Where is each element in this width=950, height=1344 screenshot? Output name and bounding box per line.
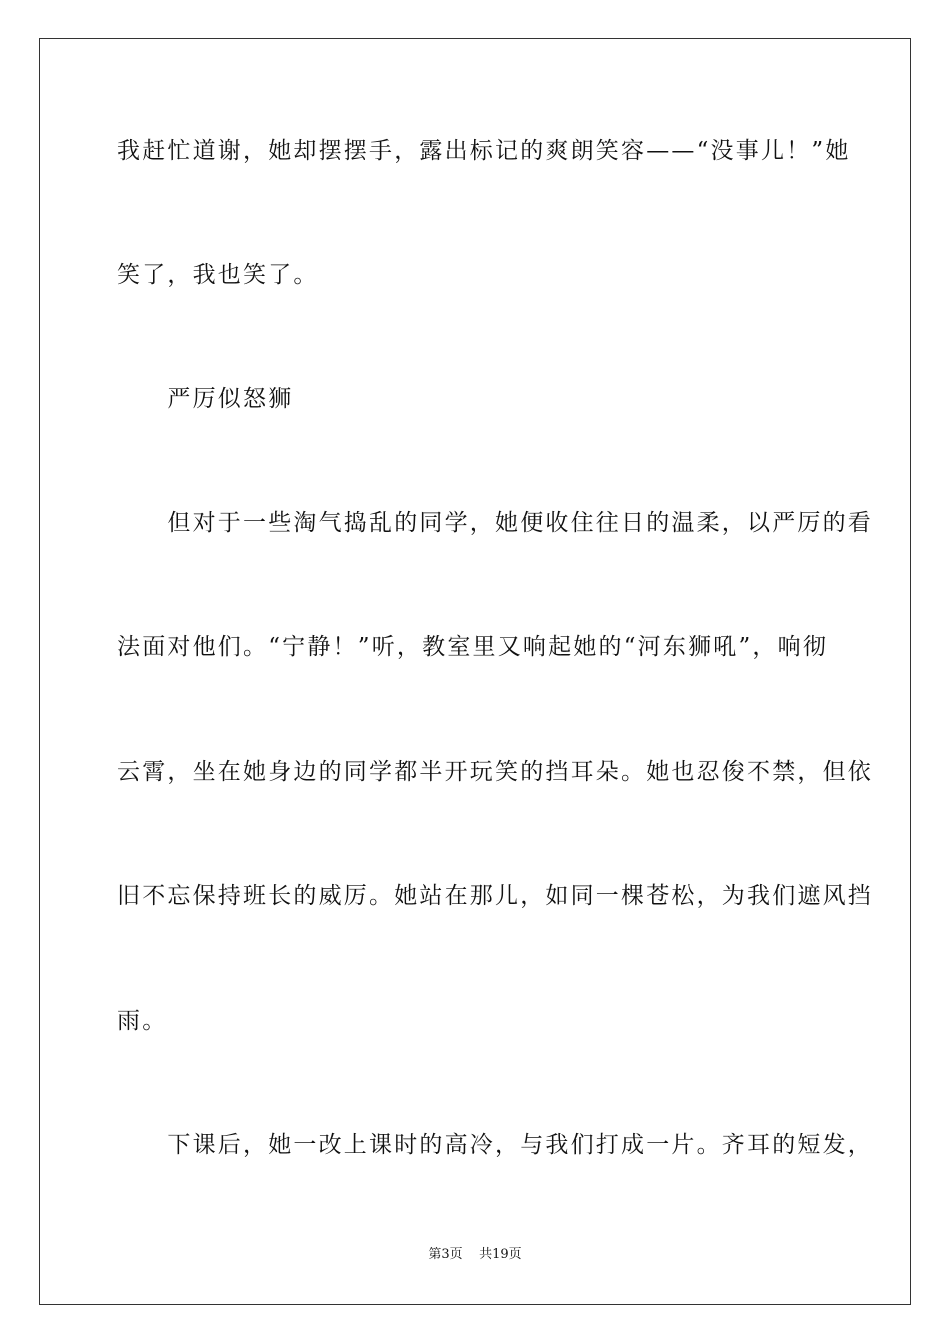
page-number: 第3页 (428, 1247, 463, 1262)
text-line: 我赶忙道谢，她却摆摆手，露出标记的爽朗笑容——“没事儿！”她 (117, 138, 851, 164)
text-line: 法面对他们。“宁静！”听，教室里又响起她的“河东狮吼”，响彻 (117, 634, 829, 660)
text-line: 云霄，坐在她身边的同学都半开玩笑的挡耳朵。她也忍俊不禁，但依 (117, 759, 873, 785)
page-total: 共19页 (479, 1247, 522, 1262)
text-line: 笑了，我也笑了。 (117, 262, 319, 288)
text-line: 但对于一些淘气捣乱的同学，她便收住往日的温柔，以严厉的看 (117, 510, 873, 536)
text-line: 下课后，她一改上课时的高冷，与我们打成一片。齐耳的短发， (117, 1132, 873, 1158)
text-line: 雨。 (117, 1008, 168, 1034)
page-border (39, 38, 911, 1305)
page-footer (0, 1246, 950, 1264)
section-heading: 严厉似怒狮 (117, 386, 294, 412)
text-line: 旧不忘保持班长的威厉。她站在那儿，如同一棵苍松，为我们遮风挡 (117, 883, 873, 909)
